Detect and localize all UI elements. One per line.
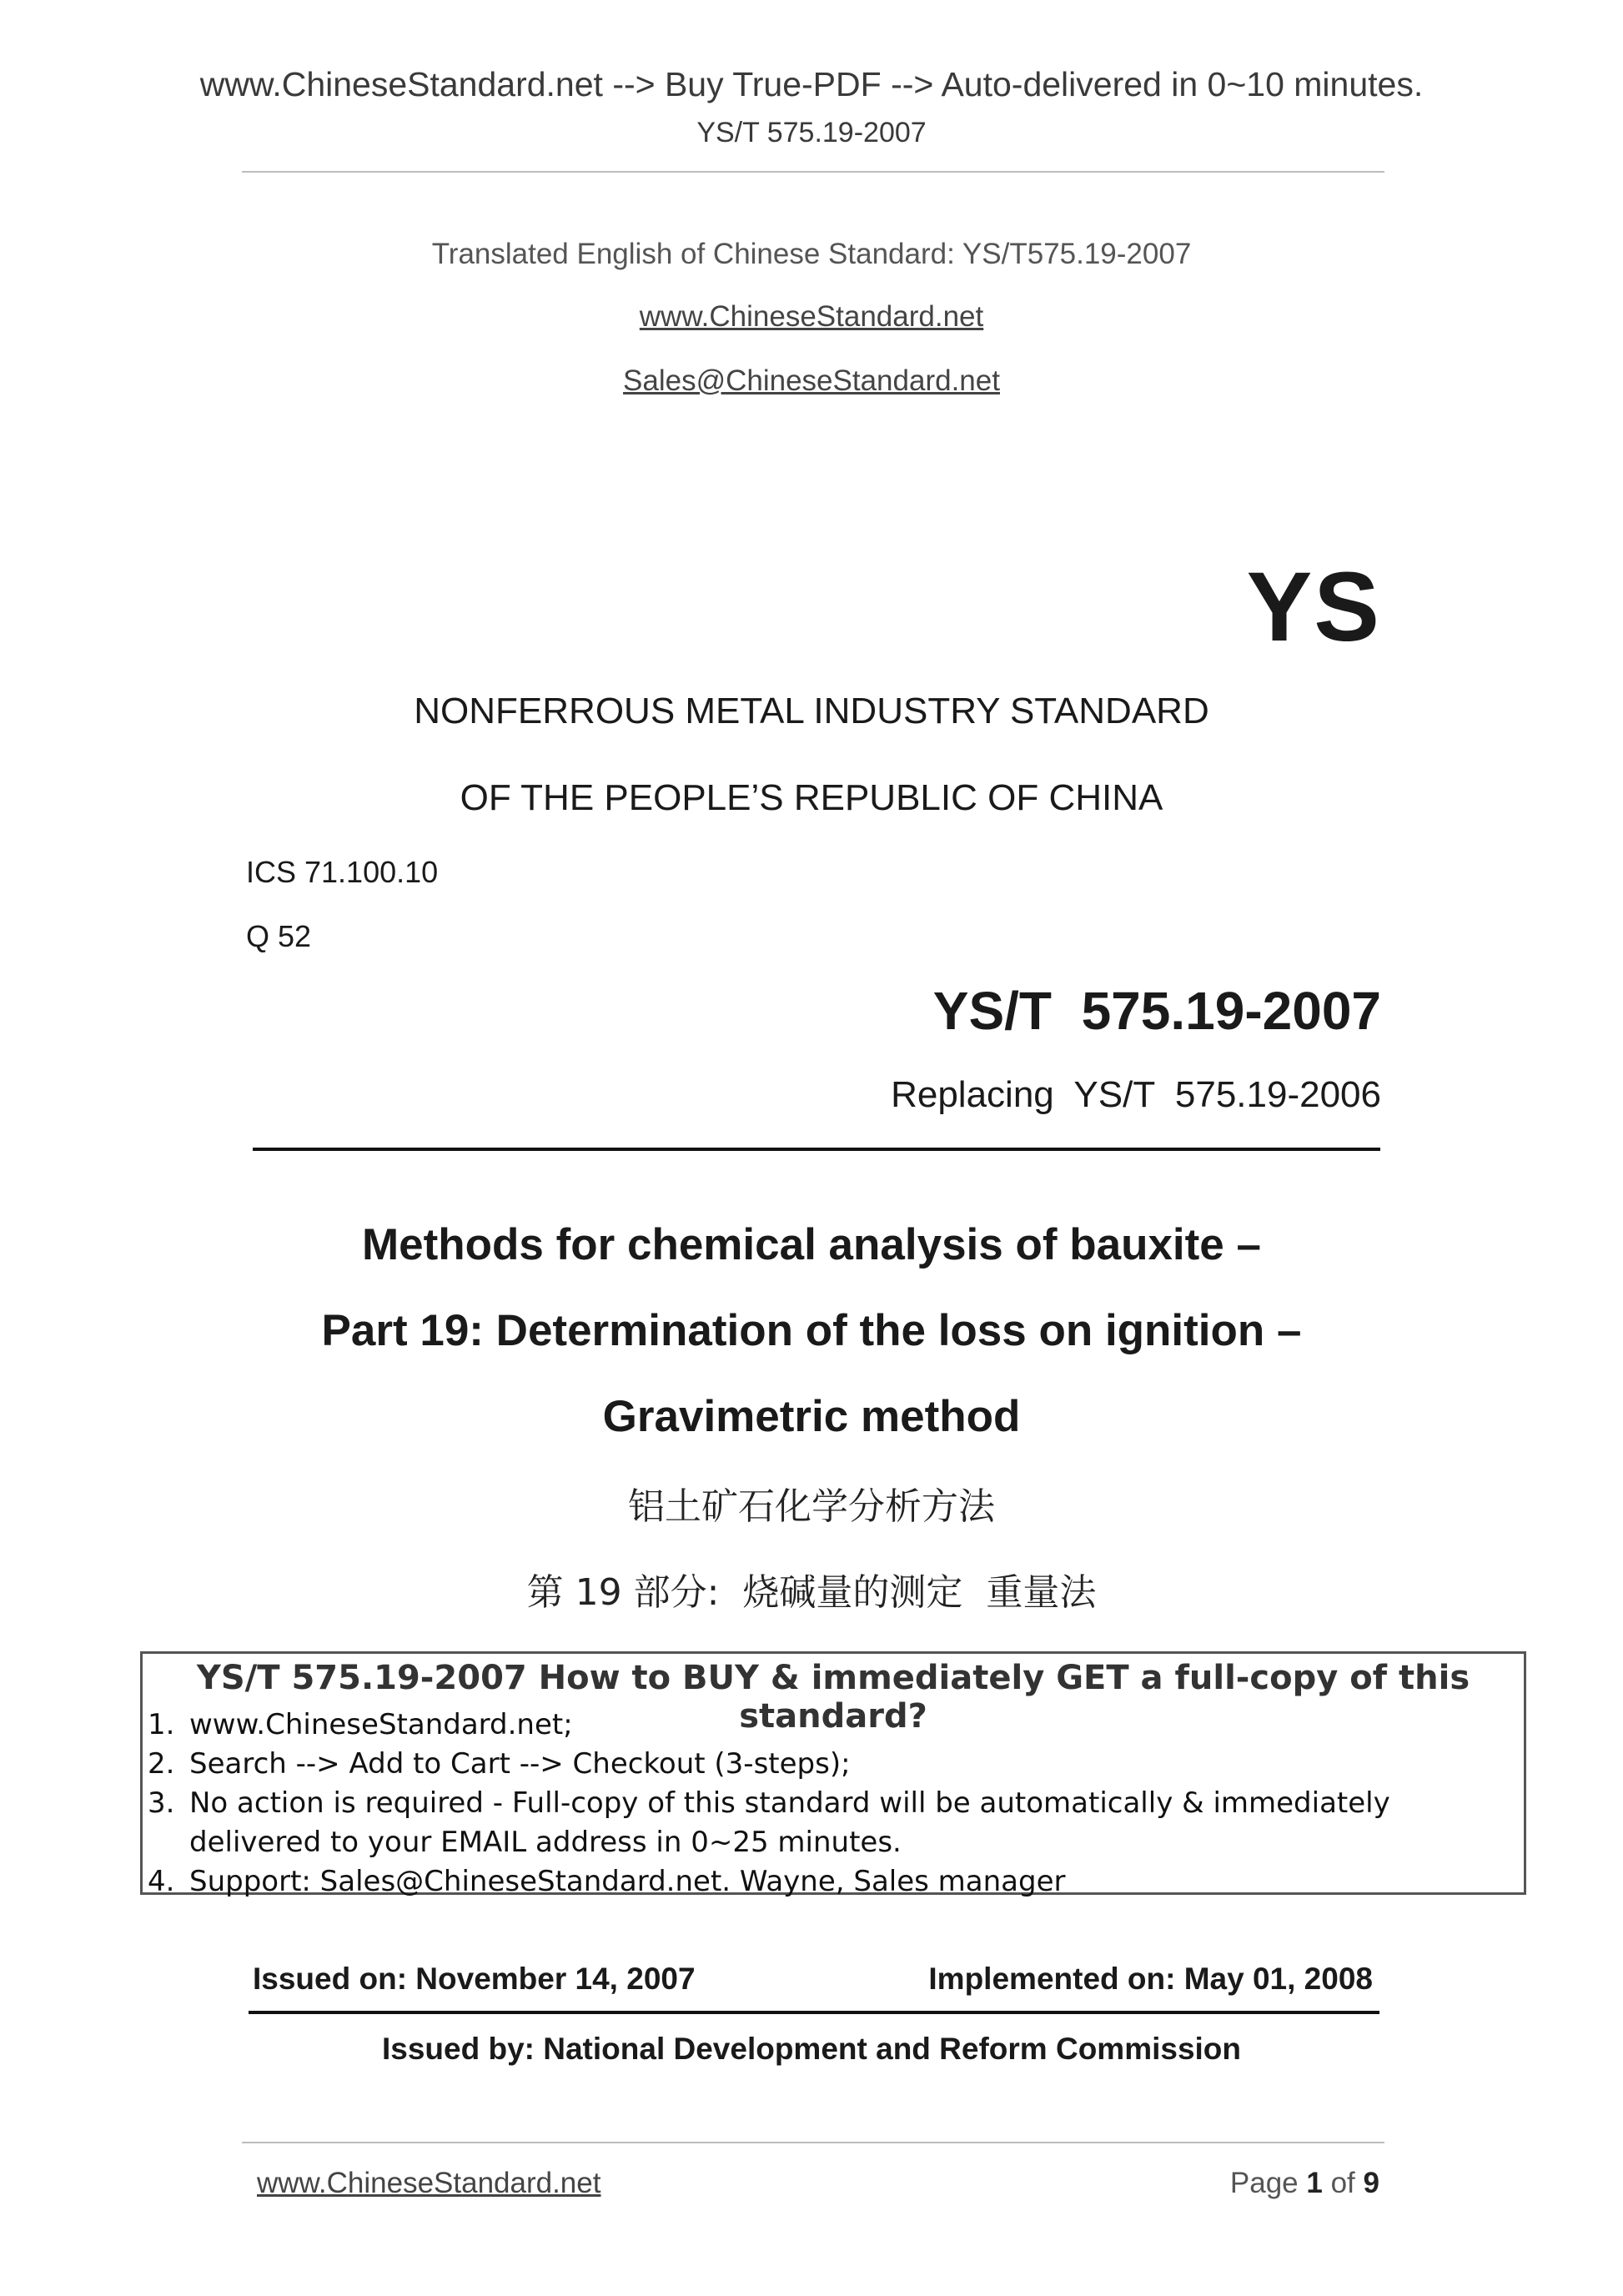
page-number — [1230, 2167, 1379, 2200]
buy-steps-list — [148, 1706, 1515, 1902]
chinese-title-line1: 铝土矿石化学分析方法 — [628, 1485, 995, 1528]
ccs-code: Q 52 — [246, 919, 312, 953]
footer-divider — [242, 2142, 1384, 2143]
ys-logo: YS — [1246, 552, 1381, 662]
translated-note: Translated English of Chinese Standard: YS/T575.19-2007 — [431, 238, 1192, 270]
buy-step-number: 1. — [148, 1708, 175, 1741]
dates-divider — [249, 2011, 1379, 2014]
buy-step — [148, 1862, 1515, 1902]
buy-step-text: Search --> Add to Cart --> Checkout (3-steps); — [189, 1747, 851, 1781]
site-link[interactable]: www.ChineseStandard.net — [639, 300, 984, 333]
buy-step-text: Support: Sales@ChineseStandard.net. Wayne, Sales manager — [189, 1865, 1066, 1898]
sales-email-link[interactable]: Sales@ChineseStandard.net — [623, 364, 1000, 397]
page-total: 9 — [1363, 2167, 1379, 2199]
implemented-on-date: Implemented on: May 01, 2008 — [928, 1962, 1373, 1996]
page-of-label: of — [1330, 2167, 1355, 2199]
header-standard-code: YS/T 575.19-2007 — [696, 117, 927, 148]
buy-step — [148, 1706, 1515, 1745]
title-divider — [253, 1148, 1380, 1151]
buy-step — [148, 1745, 1515, 1784]
buy-step-number: 4. — [148, 1865, 175, 1898]
header-divider — [242, 171, 1384, 173]
standard-body-line2: OF THE PEOPLE’S REPUBLIC OF CHINA — [460, 777, 1163, 818]
header-banner: www.ChineseStandard.net --> Buy True-PDF --> Auto-delivered in 0~10 minutes. — [199, 65, 1424, 103]
footer-site-link[interactable]: www.ChineseStandard.net — [257, 2167, 601, 2199]
issued-on-date: Issued on: November 14, 2007 — [253, 1962, 696, 1996]
standard-number: YS/T 575.19-2007 — [932, 981, 1381, 1041]
title-line1: Methods for chemical analysis of bauxite – — [362, 1220, 1261, 1269]
title-line2: Part 19: Determination of the loss on ignition – — [321, 1306, 1302, 1355]
standard-body-line1: NONFERROUS METAL INDUSTRY STANDARD — [414, 691, 1209, 731]
buy-step-text: No action is required - Full-copy of this standard will be automatically & immediately delivered to your EMAIL address in 0~25 minutes. — [189, 1786, 1390, 1859]
buy-step-number: 3. — [148, 1786, 175, 1820]
site-link-row — [0, 300, 1623, 334]
chinese-title-line2: 第 19 部分: 烧碱量的测定 重量法 — [526, 1571, 1097, 1614]
buy-step-number: 2. — [148, 1747, 175, 1781]
replacing-standard: Replacing YS/T 575.19-2006 — [891, 1074, 1381, 1115]
buy-step-text: www.ChineseStandard.net; — [189, 1708, 573, 1741]
sales-link-row — [0, 364, 1623, 398]
buy-box-title: YS/T 575.19-2007 How to BUY & immediately GET a full-copy of this standard? — [196, 1659, 1470, 1736]
buy-step — [148, 1784, 1515, 1862]
page-label: Page — [1229, 2167, 1299, 2199]
ics-code: ICS 71.100.10 — [246, 855, 439, 889]
issued-by: Issued by: National Development and Reform Commission — [381, 2032, 1242, 2066]
buy-instructions-box — [140, 1651, 1526, 1898]
title-line3: Gravimetric method — [602, 1392, 1021, 1441]
page-current: 1 — [1306, 2167, 1323, 2199]
